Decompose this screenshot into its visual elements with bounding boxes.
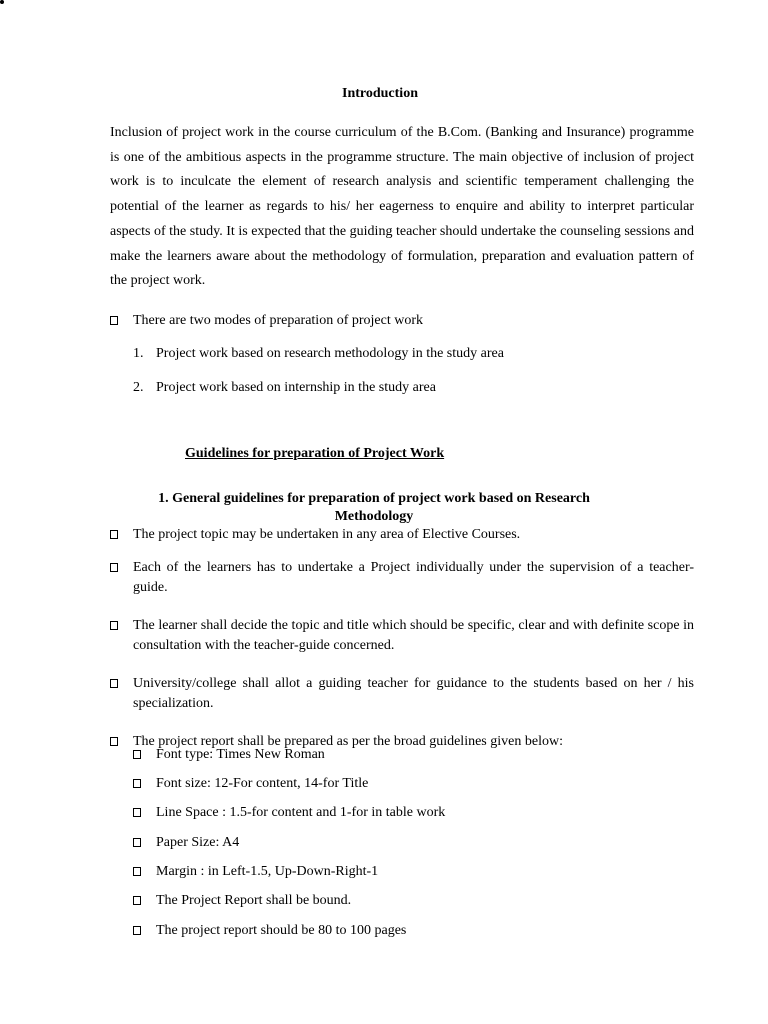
bullet-box-icon [110, 316, 118, 325]
guideline-text: The project topic may be undertaken in any area of Elective Courses. [133, 527, 521, 542]
format-item [133, 921, 693, 941]
format-item [133, 774, 693, 794]
mode-item-number: 2. [133, 380, 144, 395]
guideline-text: University/college shall allot a guiding teacher for guidance to the students based on her / his specialization. [133, 676, 694, 711]
guideline-text: Each of the learners has to undertake a Project individually under the supervision of a teacher-guide. [133, 560, 694, 595]
bullet-box-icon [110, 737, 118, 746]
format-item-text: Font size: 12-For content, 14-for Title [156, 776, 369, 791]
bullet-box-icon [133, 926, 141, 935]
format-item [133, 891, 693, 911]
guideline-bullet [110, 616, 694, 656]
intro-paragraph: Inclusion of project work in the course curriculum of the B.Com. (Banking and Insurance) programme is one of the ambitious aspects in the programme structure. The main objective of inclusion of project work is to inculcate the element of research analysis and scientific temperament challenging the potential of the learner as regards to his/ her eagerness to enquire and ability to interpret particular aspects of the study. It is expected that the guiding teacher should undertake the counseling sessions and make the learners aware about the methodology of formulation, preparation and evaluation pattern of the project work. [110, 125, 694, 289]
section-heading: 1. General guidelines for preparation of project work based on Research Methodology [158, 491, 590, 524]
bullet-box-icon [133, 838, 141, 847]
mode-item [133, 344, 504, 364]
mode-item [133, 378, 436, 398]
bullet-box-icon [133, 779, 141, 788]
format-item-text: Line Space : 1.5-for content and 1-for in table work [156, 805, 446, 820]
guideline-text: The learner shall decide the topic and title which should be specific, clear and with definite scope in consultation with the teacher-guide concerned. [133, 618, 694, 653]
intro-title: Introduction [342, 86, 418, 101]
bullet-box-icon [133, 896, 141, 905]
guideline-bullet [110, 525, 694, 545]
bullet-box-icon [133, 808, 141, 817]
format-item [133, 745, 693, 765]
bullet-box-icon [133, 750, 141, 759]
format-item-text: The Project Report shall be bound. [156, 893, 352, 908]
bullet-box-icon [110, 679, 118, 688]
format-item-text: Margin : in Left-1.5, Up-Down-Right-1 [156, 864, 379, 879]
format-item-text: Font type: Times New Roman [156, 747, 325, 762]
mode-item-text: Project work based on internship in the study area [156, 380, 436, 395]
guidelines-heading: Guidelines for preparation of Project Work [185, 446, 445, 461]
format-item [133, 833, 693, 853]
bullet-box-icon [110, 563, 118, 572]
modes-lead: There are two modes of preparation of project work [133, 313, 423, 328]
mode-item-text: Project work based on research methodology in the study area [156, 346, 504, 361]
modes-bullet [110, 311, 694, 331]
format-item-text: The project report should be 80 to 100 pages [156, 923, 407, 938]
corner-mark [0, 0, 4, 4]
bullet-box-icon [110, 530, 118, 539]
format-item-text: Paper Size: A4 [156, 835, 240, 850]
guideline-bullet [110, 674, 694, 714]
format-item [133, 803, 693, 823]
bullet-box-icon [133, 867, 141, 876]
guideline-text: The project report shall be prepared as per the broad guidelines given below: [133, 734, 563, 749]
mode-item-number: 1. [133, 346, 144, 361]
format-item [133, 862, 693, 882]
guideline-bullet [110, 558, 694, 598]
bullet-box-icon [110, 621, 118, 630]
